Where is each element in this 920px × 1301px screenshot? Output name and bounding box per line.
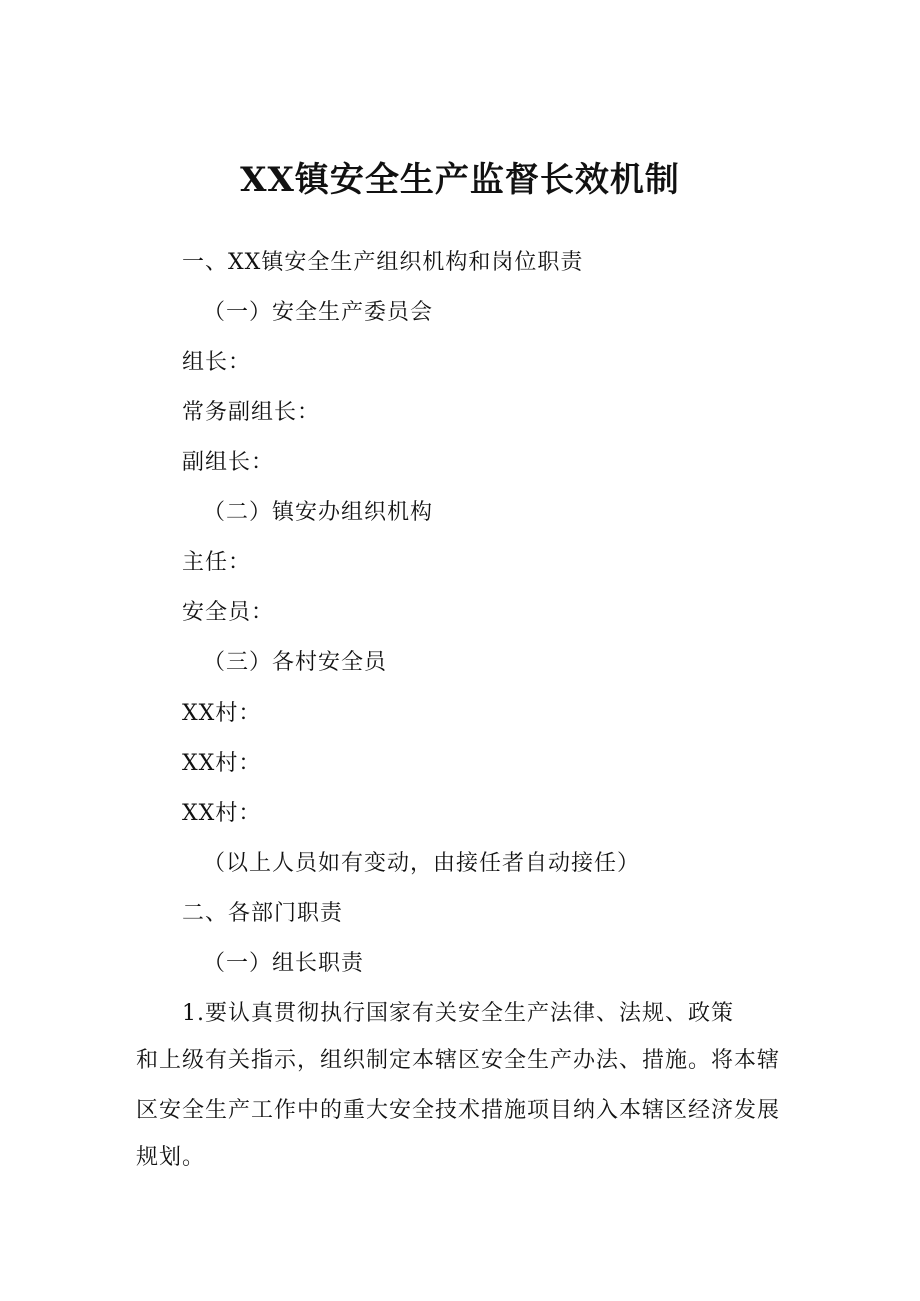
field-label-village-3: XX村： xyxy=(182,801,262,826)
document-title: XX镇安全生产监督长效机制 xyxy=(240,160,680,200)
field-label-safety-officer: 安全员： xyxy=(182,600,275,625)
subsection-heading-office: （二）镇安办组织机构 xyxy=(203,500,434,525)
subsection-heading-village-officers: （三）各村安全员 xyxy=(203,650,388,675)
paragraph-line-3: 区安全生产工作中的重大安全技术措施项目纳入本辖区经济发展 xyxy=(136,1098,781,1123)
field-label-director: 主任： xyxy=(182,550,252,575)
paragraph-line-2: 和上级有关指示，组织制定本辖区安全生产办法、措施。将本辖 xyxy=(136,1048,781,1073)
paragraph-line-1: 1.要认真贯彻执行国家有关安全生产法律、法规、政策 xyxy=(182,1001,734,1026)
field-label-leader: 组长： xyxy=(182,350,252,375)
field-label-village-1: XX村： xyxy=(182,701,262,726)
field-label-executive-deputy: 常务副组长： xyxy=(182,400,321,425)
subsection-heading-committee: （一）安全生产委员会 xyxy=(203,300,434,325)
section-heading-1: 一、XX镇安全生产组织机构和岗位职责 xyxy=(182,250,584,275)
subsection-heading-leader-duties: （一）组长职责 xyxy=(203,951,365,976)
note-personnel-change: （以上人员如有变动，由接任者自动接任） xyxy=(203,851,641,876)
section-heading-2: 二、各部门职责 xyxy=(182,901,344,926)
field-label-deputy: 副组长： xyxy=(182,450,275,475)
field-label-village-2: XX村： xyxy=(182,751,262,776)
paragraph-line-4: 规划。 xyxy=(136,1145,206,1170)
